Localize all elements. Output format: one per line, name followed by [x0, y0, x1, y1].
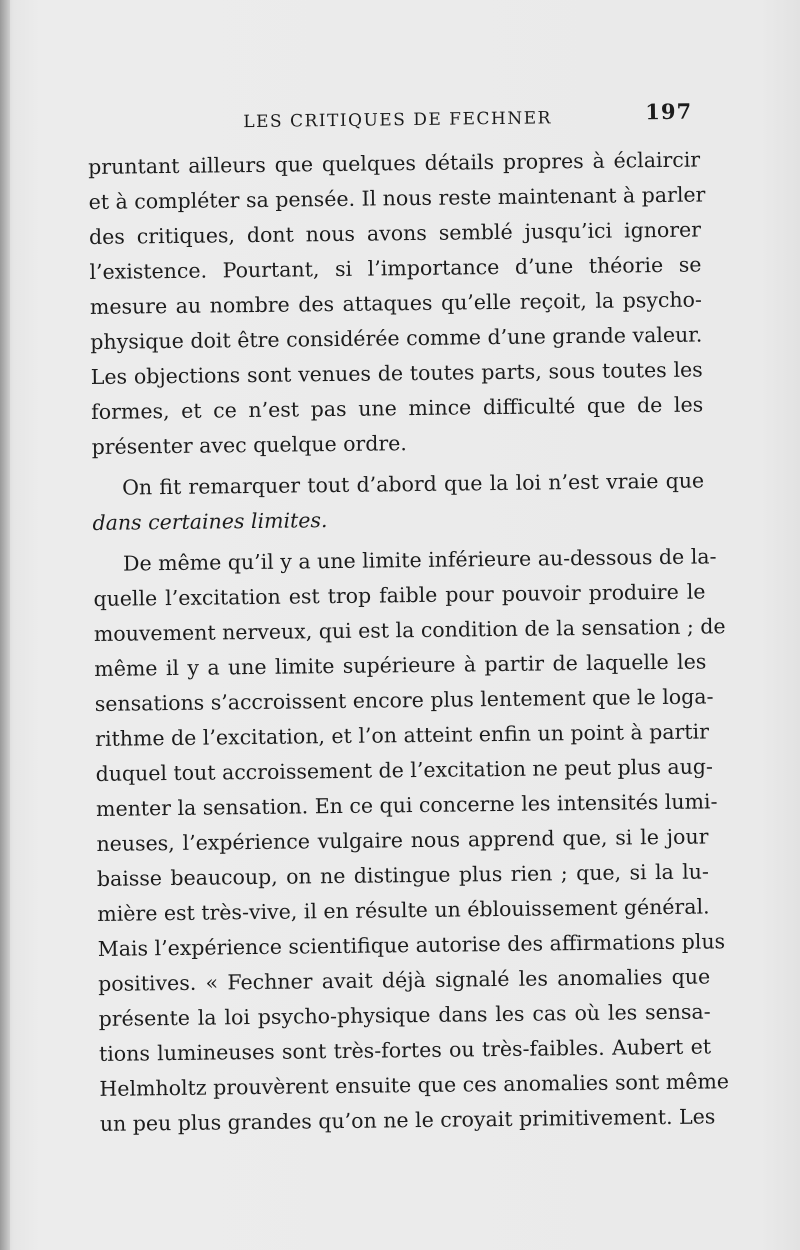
- text-line: positives. « Fechner avait déjà signalé les anomalies que: [98, 964, 711, 996]
- text-line: mesure au nombre des attaques qu’elle reçoit, la psycho-: [89, 287, 703, 319]
- text-line: Mais l’expérience scientifique autorise des affirmations plus: [97, 929, 726, 961]
- text-line: pruntant ailleurs que quelques détails propres à éclaircir: [88, 147, 701, 179]
- page-number: 197: [645, 98, 693, 125]
- text-line: Helmholtz prouvèrent ensuite que ces anomalies sont même: [99, 1069, 730, 1101]
- running-head: LES CRITIQUES DE FECHNER: [243, 108, 552, 133]
- text-line: et à compléter sa pensée. Il nous reste maintenant à parler: [88, 182, 706, 214]
- italic-text-line: dans certaines limites.: [92, 508, 328, 535]
- text-line: baisse beaucoup, on ne distingue plus rien ; que, si la lu-: [96, 859, 710, 891]
- text-line: l’existence. Pourtant, si l’importance d’une théorie se: [89, 252, 702, 284]
- text-line: formes, et ce n’est pas une mince difficulté que de les: [91, 392, 704, 424]
- text-line: Les objections sont venues de toutes parts, sous toutes les: [90, 357, 703, 389]
- text-line: On fit remarquer tout d’abord que la loi n’est vraie que: [121, 468, 705, 500]
- body-text: [88, 143, 730, 1142]
- text-line: menter la sensation. En ce qui concerne les intensités lumi-: [95, 789, 718, 821]
- text-line: sensations s’accroissent encore plus lentement que le loga-: [94, 684, 714, 716]
- page-header: [88, 95, 700, 136]
- text-line: un peu plus grandes qu’on ne le croyait primitivement. Les: [99, 1104, 716, 1136]
- page-gutter-shadow: [0, 0, 10, 1250]
- text-line: présenter avec quelque ordre.: [91, 431, 407, 459]
- text-line: neuses, l’expérience vulgaire nous apprend que, si le jour: [96, 824, 709, 856]
- text-line: présente la loi psycho-physique dans les cas où les sensa-: [98, 999, 711, 1031]
- text-line: quelle l’excitation est trop faible pour pouvoir produire le: [93, 579, 706, 611]
- text-line: tions lumineuses sont très-fortes ou très-faibles. Aubert et: [98, 1034, 712, 1066]
- text-line: duquel tout accroissement de l’excitation ne peut plus aug-: [95, 754, 714, 786]
- text-line: rithme de l’excitation, et l’on atteint enfin un point à partir: [95, 719, 710, 751]
- text-line: même il y a une limite supérieure à partir de laquelle les: [94, 649, 707, 681]
- text-line: De même qu’il y a une limite inférieure au-dessous de la-: [122, 544, 717, 576]
- text-line: physique doit être considérée comme d’une grande valeur.: [90, 322, 703, 354]
- text-line: mouvement nerveux, qui est la condition de la sensation ; de: [93, 614, 726, 646]
- text-line: des critiques, dont nous avons semblé jusqu’ici ignorer: [88, 217, 702, 249]
- text-line: mière est très-vive, il en résulte un éblouissement général.: [97, 894, 710, 926]
